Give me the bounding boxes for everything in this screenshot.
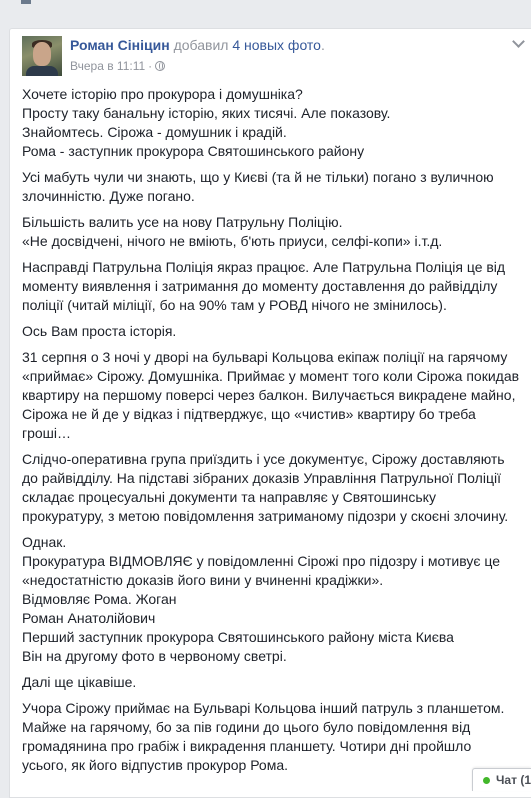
author-line (70, 37, 325, 53)
paragraph: 31 серпня о 3 ночі у дворі на бульварі Кольцова екіпаж поліції на гарячому «приймає» Сірожу. Домушніка. Приймає у момент того коли Сірожа покидав квартиру на першому поверсі через балкон. Вилучається викрадене майно, Сірожа не й де у відказ і підтверджує, що «чистив» квартиру бо треба гроші… (22, 349, 520, 441)
photos-suffix: . (320, 37, 325, 53)
paragraph: Учора Сірожу приймає на Бульварі Кольцова інший патруль з планшетом. Майже на гарячому, бо за пів години до цього було повідомлення від громадянина про грабіж і викрадення планшету. Чотири дні пройшло усього, як його відпустив прокурор Рома. (22, 700, 505, 773)
author-name-link[interactable]: Роман Сініцин (70, 37, 170, 53)
meta-separator: · (148, 59, 153, 73)
paragraph: Насправді Патрульна Поліція якраз працює. Але Патрульна Поліція це від моменту виявлення і затримання до моменту доставлення до райвідділу поліції (читай міліції, бо на 90% там у РОВД нічого не змінилось). (22, 259, 506, 313)
paragraph: Усі мабуть чули чи знають, що у Києві (та й не тільки) погано з вуличною злочинністю. Дуже погано. (22, 169, 494, 204)
paragraph: Більшість валить усе на нову Патрульну Поліцію. «Не досвідчені, нічого не вміють, б'ють приуси, селфі-копи» і.т.д. (22, 214, 443, 249)
chat-tab[interactable] (472, 768, 531, 791)
online-dot-icon (483, 777, 490, 784)
paragraph: Однак. Прокуратура ВІДМОВЛЯЄ у повідомленні Сірожі про підозру і мотивує це «недостатністю доказів його вини у вчиненні крадіжки». Відмовляє Рома. Жоган Роман Анатолійович Перший заступник прокурора Святошинського району міста Києва Він на другому фото в червоному светрі. (22, 534, 501, 664)
paragraph: Хочете історію про прокурора і домушніка? Просту таку банальну історію, яких тисячі. Але показову. Знайомтесь. Сірожа - домушник і крадій. Рома - заступник прокурора Святошинського району (22, 86, 391, 159)
timestamp-link[interactable]: Вчера в 11:11 (70, 59, 146, 73)
paragraph: Ось Вам проста історія. (22, 323, 177, 339)
paragraph: Слідчо-оперативна група приїздить і усе документує, Сірожу доставляють до райвідділу. На підставі зібраних доказів Управління Патрульної Поліції складає процесуальні документи та направляє у Святошинську прокуратуру, з метою повідомлення затриманому підозри у скоєні злочину. (22, 451, 509, 524)
post-header (22, 36, 522, 76)
avatar-face (33, 42, 51, 66)
photos-link[interactable]: 4 новых фото (232, 37, 321, 53)
avatar[interactable] (22, 36, 62, 76)
paragraph: Далі ще цікавіше. (22, 674, 137, 690)
previous-post-avatar (21, 0, 31, 4)
avatar-shirt (26, 66, 58, 76)
post-card (9, 28, 531, 798)
globe-icon[interactable] (155, 61, 165, 71)
post-meta (70, 59, 165, 73)
post-text (22, 85, 520, 782)
post-action: добавил (173, 37, 229, 53)
previous-post-edge (0, 0, 531, 6)
chat-label: Чат (1 (496, 773, 531, 787)
